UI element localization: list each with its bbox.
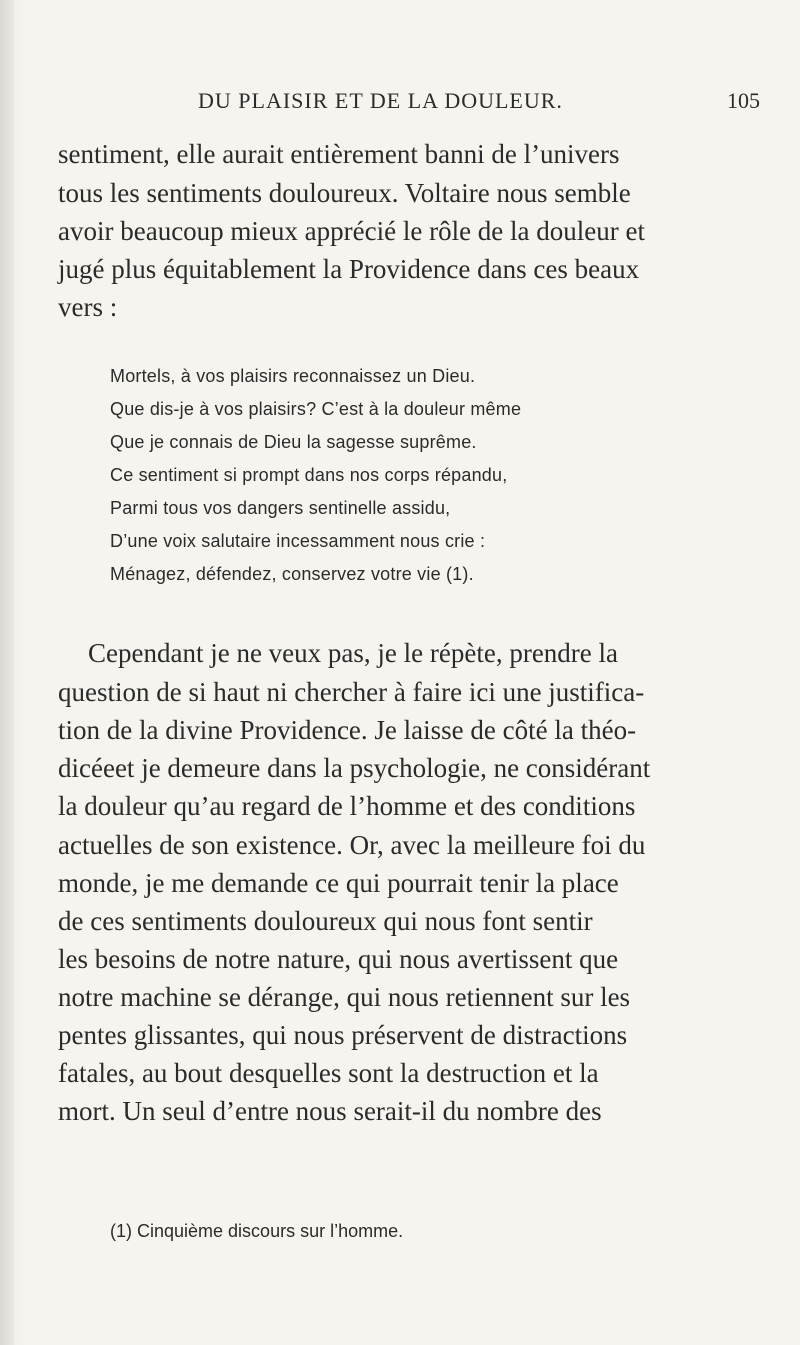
verse-line: Ménagez, défendez, conservez votre vie (1). bbox=[110, 564, 474, 584]
footnote: (1) Cinquième discours sur l’homme. bbox=[110, 1221, 404, 1241]
verse-line: Mortels, à vos plaisirs reconnaissez un Dieu. bbox=[110, 366, 476, 386]
running-head bbox=[150, 88, 760, 118]
verse-line: Que dis-je à vos plaisirs? C’est à la douleur même bbox=[110, 399, 522, 419]
text-line: sentiment, elle aurait entièrement banni de l’univers bbox=[58, 139, 620, 169]
text-line: jugé plus équitablement la Providence dans ces beaux bbox=[58, 254, 640, 284]
verse-line: Que je connais de Dieu la sagesse suprême. bbox=[110, 432, 477, 452]
text-line: pentes glissantes, qui nous préservent de distractions bbox=[58, 1020, 628, 1050]
verse-line: Ce sentiment si prompt dans nos corps répandu, bbox=[110, 465, 508, 485]
text-line: les besoins de notre nature, qui nous avertissent que bbox=[58, 944, 619, 974]
text-line: tion de la divine Providence. Je laisse de côté la théo- bbox=[58, 715, 637, 745]
text-line: question de si haut ni chercher à faire ici une justifica- bbox=[58, 677, 645, 707]
text-line: actuelles de son existence. Or, avec la meilleure foi du bbox=[58, 830, 646, 860]
text-line: mort. Un seul d’entre nous serait-il du nombre des bbox=[58, 1096, 602, 1126]
running-title: DU PLAISIR ET DE LA DOULEUR. bbox=[198, 88, 563, 113]
text-line: fatales, au bout desquelles sont la destruction et la bbox=[58, 1058, 599, 1088]
page-number: 105 bbox=[727, 88, 760, 113]
text-line: avoir beaucoup mieux apprécié le rôle de la douleur et bbox=[58, 216, 645, 246]
text-line: la douleur qu’au regard de l’homme et des conditions bbox=[58, 791, 636, 821]
text-line: vers : bbox=[58, 292, 118, 322]
text-line: tous les sentiments douloureux. Voltaire nous semble bbox=[58, 178, 631, 208]
text-line: de ces sentiments douloureux qui nous font sentir bbox=[58, 906, 593, 936]
text-line: monde, je me demande ce qui pourrait tenir la place bbox=[58, 868, 619, 898]
verse-line: Parmi tous vos dangers sentinelle assidu, bbox=[110, 498, 451, 518]
text-line: notre machine se dérange, qui nous retiennent sur les bbox=[58, 982, 631, 1012]
text-line: Cependant je ne veux pas, je le répète, prendre la bbox=[88, 638, 619, 668]
binding-gutter bbox=[0, 0, 14, 1345]
text-line: dicéeet je demeure dans la psychologie, ne considérant bbox=[58, 753, 651, 783]
verse-line: D’une voix salutaire incessamment nous crie : bbox=[110, 531, 486, 551]
